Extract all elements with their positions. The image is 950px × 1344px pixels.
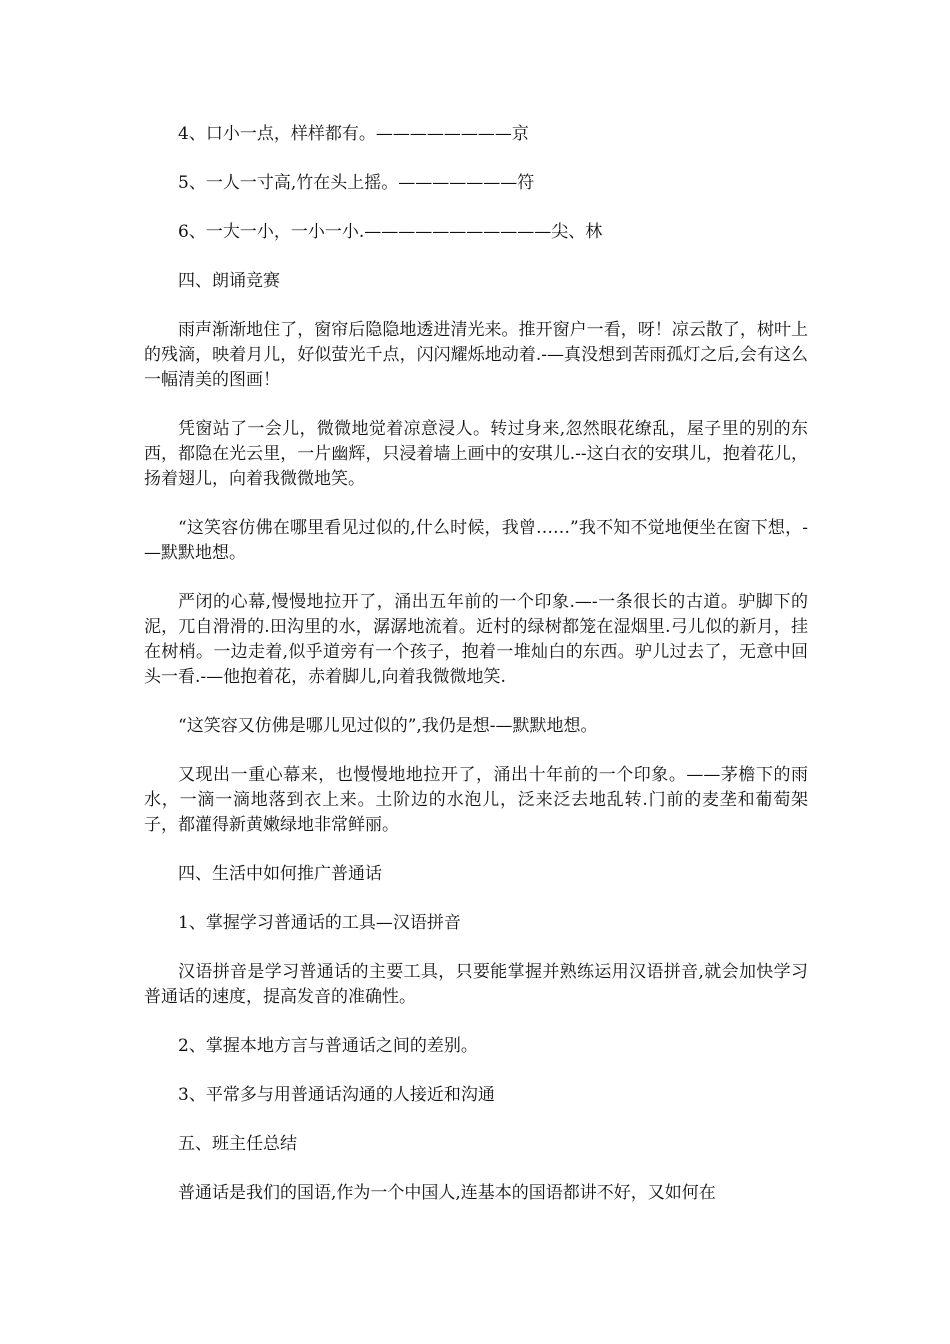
document-body [144, 122, 808, 1230]
recitation-paragraph-1: 雨声渐渐地住了，窗帘后隐隐地透进清光来。推开窗户一看，呀！凉云散了，树叶上的残滴，映着月儿，好似萤光千点，闪闪耀烁地动着.-—真没想到苦雨孤灯之后,会有这么一幅清美的图画！ [144, 320, 808, 390]
recitation-paragraph-3: “这笑容仿佛在哪里看见过似的,什么时候，我曾……”我不知不觉地便坐在窗下想，-—默默地想。 [144, 518, 808, 563]
list-item-3: 3、平常多与用普通话沟通的人接近和沟通 [178, 1085, 495, 1105]
pinyin-paragraph: 汉语拼音是学习普通话的主要工具，只要能掌握并熟练运用汉语拼音,就会加快学习普通话的速度，提高发音的准确性。 [144, 962, 808, 1007]
recitation-paragraph-6: 又现出一重心幕来，也慢慢地地拉开了，涌出十年前的一个印象。——茅檐下的雨水，一滴一滴地落到衣上来。土阶边的水泡儿，泛来泛去地乱转.门前的麦垄和葡萄架子，都灌得新黄嫩绿地非常鲜丽。 [144, 765, 808, 835]
section-heading-recitation: 四、朗诵竞赛 [178, 271, 280, 291]
list-item-2: 2、掌握本地方言与普通话之间的差别。 [178, 1036, 478, 1056]
riddle-item-4: 4、口小一点，样样都有。————————京 [178, 124, 529, 144]
recitation-paragraph-5: “这笑容又仿佛是哪儿见过似的”,我仍是想-—默默地想。 [178, 716, 598, 736]
riddle-item-6: 6、一大一小，一小一小.———————————尖、林 [178, 222, 603, 242]
list-item-1: 1、掌握学习普通话的工具—汉语拼音 [178, 913, 461, 933]
section-heading-promote-mandarin: 四、生活中如何推广普通话 [178, 864, 382, 884]
section-heading-summary: 五、班主任总结 [178, 1134, 297, 1154]
recitation-paragraph-2: 凭窗站了一会儿，微微地觉着凉意浸人。转过身来,忽然眼花缭乱，屋子里的别的东西，都隐在光云里，一片幽辉，只浸着墙上画中的安琪儿.--这白衣的安琪儿，抱着花儿，扬着翅儿，向着我微微地笑。 [144, 419, 808, 489]
summary-paragraph: 普通话是我们的国语,作为一个中国人,连基本的国语都讲不好，又如何在 [178, 1183, 716, 1203]
riddle-item-5: 5、一人一寸高,竹在头上摇。———————符 [178, 173, 535, 193]
recitation-paragraph-4: 严闭的心幕,慢慢地拉开了，涌出五年前的一个印象.—-一条很长的古道。驴脚下的泥，兀自滑滑的.田沟里的水，潺潺地流着。近村的绿树都笼在湿烟里.弓儿似的新月，挂在树梢。一边走着,似乎道旁有一个孩子，抱着一堆灿白的东西。驴儿过去了，无意中回头一看.-—他抱着花，赤着脚儿,向着我微微地笑. [144, 592, 808, 687]
